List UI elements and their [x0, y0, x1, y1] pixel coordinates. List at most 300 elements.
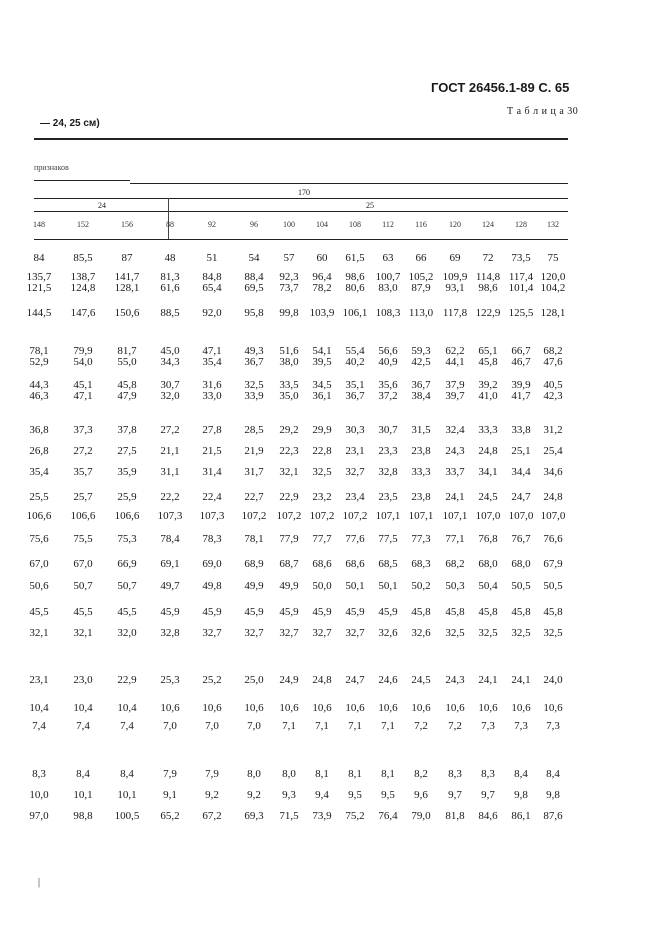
table-cell: 45,8: [543, 606, 563, 618]
table-cell: 51: [206, 252, 218, 264]
table-cell: 50,7: [73, 580, 93, 592]
table-cell: 81,8: [445, 810, 465, 822]
table-cell: 117,4: [508, 271, 534, 283]
table-cell: 32,6: [378, 627, 398, 639]
table-cell: 7,2: [414, 720, 428, 732]
table-cell: 45,9: [244, 606, 264, 618]
table-cell: 23,1: [29, 674, 49, 686]
table-cell: 25,9: [117, 491, 137, 503]
table-cell: 24,7: [511, 491, 531, 503]
group-a-label: 24: [98, 201, 106, 210]
table-cell: 49,9: [279, 580, 299, 592]
table-cell: 50,5: [543, 580, 563, 592]
table-cell: 66,9: [117, 558, 137, 570]
table-cell: 47,1: [202, 345, 222, 357]
table-cell: 63: [382, 252, 394, 264]
table-cell: 104,2: [540, 282, 566, 294]
table-cell: 30,7: [378, 424, 398, 436]
table-cell: 9,2: [205, 789, 219, 801]
table-cell: 45,5: [117, 606, 137, 618]
table-cell: 47,9: [117, 390, 137, 402]
table-cell: 41,0: [478, 390, 498, 402]
table-cell: 93,1: [445, 282, 465, 294]
table-cell: 45,8: [445, 606, 465, 618]
table-cell: 47,1: [73, 390, 93, 402]
table-cell: 36,1: [312, 390, 332, 402]
table-cell: 68,7: [279, 558, 299, 570]
table-cell: 8,3: [481, 768, 495, 780]
table-cell: 33,3: [478, 424, 498, 436]
table-cell: 27,8: [202, 424, 222, 436]
table-cell: 25,7: [73, 491, 93, 503]
table-cell: 8,0: [282, 768, 296, 780]
column-header: 92: [208, 220, 216, 229]
table-cell: 97,0: [29, 810, 49, 822]
table-cell: 24,1: [445, 491, 465, 503]
table-cell: 21,9: [244, 445, 264, 457]
table-cell: 10,6: [279, 702, 299, 714]
table-cell: 72: [482, 252, 494, 264]
table-cell: 28,5: [244, 424, 264, 436]
table-cell: 78,2: [312, 282, 332, 294]
table-cell: 68,0: [478, 558, 498, 570]
table-cell: 87: [121, 252, 133, 264]
column-header: 128: [515, 220, 527, 229]
table-cell: 54: [248, 252, 260, 264]
table-cell: 8,4: [514, 768, 528, 780]
table-cell: 45,8: [478, 356, 498, 368]
table-cell: 24,0: [543, 674, 563, 686]
table-cell: 32,7: [202, 627, 222, 639]
margin-mark: |: [38, 877, 41, 888]
table-cell: 98,8: [73, 810, 93, 822]
table-cell: 68,5: [378, 558, 398, 570]
table-cell: 50,2: [411, 580, 431, 592]
column-header: 156: [121, 220, 133, 229]
table-cell: 86,1: [511, 810, 531, 822]
table-cell: 76,4: [378, 810, 398, 822]
table-cell: 10,4: [117, 702, 137, 714]
table-cell: 22,3: [279, 445, 299, 457]
table-cell: 7,4: [76, 720, 90, 732]
table-cell: 55,4: [345, 345, 365, 357]
table-cell: 8,4: [120, 768, 134, 780]
table-cell: 128,1: [114, 282, 140, 294]
table-cell: 35,0: [279, 390, 299, 402]
table-cell: 49,7: [160, 580, 180, 592]
table-cell: 36,7: [411, 379, 431, 391]
table-cell: 66,7: [511, 345, 531, 357]
table-cell: 88,4: [244, 271, 264, 283]
table-cell: 42,5: [411, 356, 431, 368]
table-cell: 8,0: [247, 768, 261, 780]
table-cell: 65,1: [478, 345, 498, 357]
table-cell: 7,0: [163, 720, 177, 732]
table-cell: 37,2: [378, 390, 398, 402]
table-cell: 7,1: [348, 720, 362, 732]
table-cell: 25,0: [244, 674, 264, 686]
table-cell: 100,7: [375, 271, 401, 283]
table-cell: 76,7: [511, 533, 531, 545]
table-label: Т а б л и ц а 30: [507, 106, 579, 117]
table-cell: 32,5: [445, 627, 465, 639]
table-cell: 7,3: [481, 720, 495, 732]
table-cell: 84,8: [202, 271, 222, 283]
table-cell: 45,8: [117, 379, 137, 391]
table-cell: 87,6: [543, 810, 563, 822]
table-cell: 78,3: [202, 533, 222, 545]
table-cell: 113,0: [408, 307, 434, 319]
table-cell: 32,4: [445, 424, 465, 436]
table-cell: 54,0: [73, 356, 93, 368]
table-cell: 8,3: [448, 768, 462, 780]
table-cell: 45,0: [160, 345, 180, 357]
table-cell: 79,0: [411, 810, 431, 822]
table-cell: 32,8: [160, 627, 180, 639]
table-cell: 33,5: [279, 379, 299, 391]
table-cell: 33,9: [244, 390, 264, 402]
table-cell: 45,8: [478, 606, 498, 618]
table-cell: 67,9: [543, 558, 563, 570]
table-cell: 44,3: [29, 379, 49, 391]
table-cell: 34,4: [511, 466, 531, 478]
table-cell: 78,1: [244, 533, 264, 545]
table-cell: 50,4: [478, 580, 498, 592]
table-cell: 77,3: [411, 533, 431, 545]
table-cell: 10,6: [445, 702, 465, 714]
table-cell: 23,2: [312, 491, 332, 503]
table-cell: 32,7: [345, 627, 365, 639]
table-cell: 55,0: [117, 356, 137, 368]
table-cell: 45,5: [73, 606, 93, 618]
column-header: 148: [33, 220, 45, 229]
table-cell: 9,8: [546, 789, 560, 801]
table-cell: 23,8: [411, 445, 431, 457]
table-cell: 67,0: [29, 558, 49, 570]
table-cell: 99,8: [279, 307, 299, 319]
table-cell: 51,6: [279, 345, 299, 357]
table-cell: 106,6: [70, 510, 96, 522]
table-cell: 36,8: [29, 424, 49, 436]
table-cell: 68,6: [345, 558, 365, 570]
table-cell: 122,9: [475, 307, 501, 319]
table-cell: 69: [449, 252, 461, 264]
table-cell: 120,0: [540, 271, 566, 283]
table-cell: 10,6: [345, 702, 365, 714]
table-cell: 32,5: [543, 627, 563, 639]
table-cell: 37,3: [73, 424, 93, 436]
table-cell: 37,8: [117, 424, 137, 436]
column-header: 120: [449, 220, 461, 229]
table-cell: 25,2: [202, 674, 222, 686]
table-cell: 24,5: [478, 491, 498, 503]
table-cell: 32,7: [345, 466, 365, 478]
table-cell: 81,7: [117, 345, 137, 357]
table-cell: 67,0: [73, 558, 93, 570]
table-cell: 62,2: [445, 345, 465, 357]
table-cell: 73,7: [279, 282, 299, 294]
range-note: — 24, 25 см): [40, 118, 100, 129]
table-cell: 24,1: [511, 674, 531, 686]
table-cell: 37,9: [445, 379, 465, 391]
table-cell: 57: [283, 252, 295, 264]
table-cell: 32,7: [312, 627, 332, 639]
table-cell: 45,9: [160, 606, 180, 618]
table-cell: 32,1: [279, 466, 299, 478]
table-cell: 45,5: [29, 606, 49, 618]
table-cell: 22,9: [117, 674, 137, 686]
table-cell: 107,3: [199, 510, 225, 522]
table-cell: 107,3: [157, 510, 183, 522]
table-cell: 60: [316, 252, 328, 264]
table-cell: 45,8: [411, 606, 431, 618]
table-cell: 54,1: [312, 345, 332, 357]
table-cell: 68,2: [543, 345, 563, 357]
table-cell: 107,2: [276, 510, 302, 522]
table-cell: 78,1: [29, 345, 49, 357]
table-cell: 80,6: [345, 282, 365, 294]
table-cell: 68,0: [511, 558, 531, 570]
table-cell: 45,9: [202, 606, 222, 618]
table-cell: 68,6: [312, 558, 332, 570]
table-cell: 34,6: [543, 466, 563, 478]
table-cell: 38,0: [279, 356, 299, 368]
table-cell: 61,6: [160, 282, 180, 294]
table-cell: 92,3: [279, 271, 299, 283]
table-cell: 114,8: [475, 271, 501, 283]
table-cell: 26,8: [29, 445, 49, 457]
table-cell: 59,3: [411, 345, 431, 357]
table-cell: 40,9: [378, 356, 398, 368]
table-cell: 7,3: [514, 720, 528, 732]
table-cell: 87,9: [411, 282, 431, 294]
column-header: 96: [250, 220, 258, 229]
table-cell: 39,2: [478, 379, 498, 391]
table-cell: 96,4: [312, 271, 332, 283]
table-cell: 50,1: [345, 580, 365, 592]
table-cell: 7,4: [32, 720, 46, 732]
table-cell: 9,5: [381, 789, 395, 801]
table-cell: 65,2: [160, 810, 180, 822]
table-cell: 138,7: [70, 271, 96, 283]
table-cell: 107,2: [342, 510, 368, 522]
table-cell: 45,9: [345, 606, 365, 618]
table-cell: 22,2: [160, 491, 180, 503]
features-underline: [34, 180, 130, 181]
head-rule-2: [34, 198, 568, 199]
column-header: 112: [382, 220, 394, 229]
table-cell: 24,7: [345, 674, 365, 686]
table-cell: 69,5: [244, 282, 264, 294]
table-cell: 117,8: [442, 307, 468, 319]
table-cell: 24,9: [279, 674, 299, 686]
table-cell: 10,1: [117, 789, 137, 801]
table-cell: 101,4: [508, 282, 534, 294]
table-cell: 92,0: [202, 307, 222, 319]
table-cell: 8,4: [76, 768, 90, 780]
table-cell: 36,7: [244, 356, 264, 368]
table-cell: 22,9: [279, 491, 299, 503]
table-cell: 107,1: [408, 510, 434, 522]
table-cell: 106,6: [26, 510, 52, 522]
table-cell: 32,7: [244, 627, 264, 639]
table-cell: 73,9: [312, 810, 332, 822]
table-cell: 24,8: [312, 674, 332, 686]
table-cell: 49,8: [202, 580, 222, 592]
table-cell: 35,7: [73, 466, 93, 478]
table-cell: 31,6: [202, 379, 222, 391]
table-cell: 46,7: [511, 356, 531, 368]
table-cell: 31,1: [160, 466, 180, 478]
table-cell: 30,7: [160, 379, 180, 391]
table-cell: 7,1: [315, 720, 329, 732]
table-cell: 78,4: [160, 533, 180, 545]
table-cell: 150,6: [114, 307, 140, 319]
table-cell: 40,2: [345, 356, 365, 368]
table-cell: 75,2: [345, 810, 365, 822]
table-cell: 100,5: [114, 810, 140, 822]
table-cell: 23,1: [345, 445, 365, 457]
table-cell: 49,9: [244, 580, 264, 592]
table-cell: 31,7: [244, 466, 264, 478]
table-cell: 77,5: [378, 533, 398, 545]
table-cell: 7,1: [282, 720, 296, 732]
table-cell: 121,5: [26, 282, 52, 294]
table-cell: 10,6: [543, 702, 563, 714]
table-cell: 85,5: [73, 252, 93, 264]
table-cell: 8,1: [381, 768, 395, 780]
table-cell: 39,5: [312, 356, 332, 368]
table-cell: 52,9: [29, 356, 49, 368]
table-cell: 35,1: [345, 379, 365, 391]
table-cell: 7,9: [205, 768, 219, 780]
table-cell: 45,9: [279, 606, 299, 618]
table-cell: 24,8: [478, 445, 498, 457]
table-cell: 73,5: [511, 252, 531, 264]
table-cell: 69,0: [202, 558, 222, 570]
table-cell: 32,5: [478, 627, 498, 639]
table-cell: 44,1: [445, 356, 465, 368]
table-cell: 41,7: [511, 390, 531, 402]
table-cell: 50,0: [312, 580, 332, 592]
table-cell: 9,7: [448, 789, 462, 801]
column-header: 152: [77, 220, 89, 229]
table-cell: 25,1: [511, 445, 531, 457]
table-cell: 7,9: [163, 768, 177, 780]
table-cell: 67,2: [202, 810, 222, 822]
table-cell: 8,4: [546, 768, 560, 780]
table-cell: 24,1: [478, 674, 498, 686]
table-cell: 21,5: [202, 445, 222, 457]
table-cell: 21,1: [160, 445, 180, 457]
group-top-label: 170: [298, 188, 310, 197]
table-cell: 107,0: [540, 510, 566, 522]
table-cell: 33,3: [411, 466, 431, 478]
group-b-label: 25: [366, 201, 374, 210]
table-cell: 125,5: [508, 307, 534, 319]
table-cell: 105,2: [408, 271, 434, 283]
table-cell: 65,4: [202, 282, 222, 294]
table-cell: 71,5: [279, 810, 299, 822]
table-cell: 107,1: [442, 510, 468, 522]
table-cell: 106,1: [342, 307, 368, 319]
table-cell: 50,3: [445, 580, 465, 592]
table-cell: 25,5: [29, 491, 49, 503]
table-cell: 33,7: [445, 466, 465, 478]
table-cell: 24,6: [378, 674, 398, 686]
table-cell: 77,7: [312, 533, 332, 545]
table-cell: 31,5: [411, 424, 431, 436]
table-cell: 124,8: [70, 282, 96, 294]
table-cell: 35,4: [29, 466, 49, 478]
table-cell: 108,3: [375, 307, 401, 319]
top-rule: [34, 138, 568, 140]
table-cell: 88,5: [160, 307, 180, 319]
table-cell: 9,5: [348, 789, 362, 801]
table-cell: 95,8: [244, 307, 264, 319]
table-cell: 33,8: [511, 424, 531, 436]
table-cell: 23,0: [73, 674, 93, 686]
table-cell: 61,5: [345, 252, 365, 264]
table-cell: 75,5: [73, 533, 93, 545]
table-cell: 7,1: [381, 720, 395, 732]
table-cell: 9,1: [163, 789, 177, 801]
table-cell: 10,6: [202, 702, 222, 714]
table-cell: 25,3: [160, 674, 180, 686]
table-cell: 32,1: [73, 627, 93, 639]
table-cell: 8,1: [315, 768, 329, 780]
table-cell: 10,6: [511, 702, 531, 714]
table-cell: 30,3: [345, 424, 365, 436]
table-cell: 42,3: [543, 390, 563, 402]
table-cell: 75,6: [29, 533, 49, 545]
table-cell: 22,4: [202, 491, 222, 503]
table-cell: 34,3: [160, 356, 180, 368]
table-cell: 76,6: [543, 533, 563, 545]
table-cell: 50,7: [117, 580, 137, 592]
table-cell: 76,8: [478, 533, 498, 545]
table-cell: 10,0: [29, 789, 49, 801]
table-cell: 34,5: [312, 379, 332, 391]
table-cell: 69,1: [160, 558, 180, 570]
group-divider: [168, 198, 169, 239]
table-cell: 107,2: [241, 510, 267, 522]
table-cell: 47,6: [543, 356, 563, 368]
table-cell: 50,5: [511, 580, 531, 592]
table-cell: 10,6: [411, 702, 431, 714]
table-cell: 10,6: [378, 702, 398, 714]
table-cell: 8,3: [32, 768, 46, 780]
table-cell: 81,3: [160, 271, 180, 283]
table-cell: 45,9: [312, 606, 332, 618]
table-cell: 10,6: [244, 702, 264, 714]
table-cell: 32,5: [511, 627, 531, 639]
table-cell: 32,6: [411, 627, 431, 639]
column-header: 100: [283, 220, 295, 229]
table-cell: 32,8: [378, 466, 398, 478]
table-cell: 32,0: [160, 390, 180, 402]
table-cell: 35,6: [378, 379, 398, 391]
table-cell: 39,7: [445, 390, 465, 402]
table-cell: 7,4: [120, 720, 134, 732]
table-cell: 75,3: [117, 533, 137, 545]
table-cell: 141,7: [114, 271, 140, 283]
table-cell: 98,6: [478, 282, 498, 294]
table-cell: 23,8: [411, 491, 431, 503]
table-cell: 98,6: [345, 271, 365, 283]
column-header: 116: [415, 220, 427, 229]
table-cell: 36,7: [345, 390, 365, 402]
